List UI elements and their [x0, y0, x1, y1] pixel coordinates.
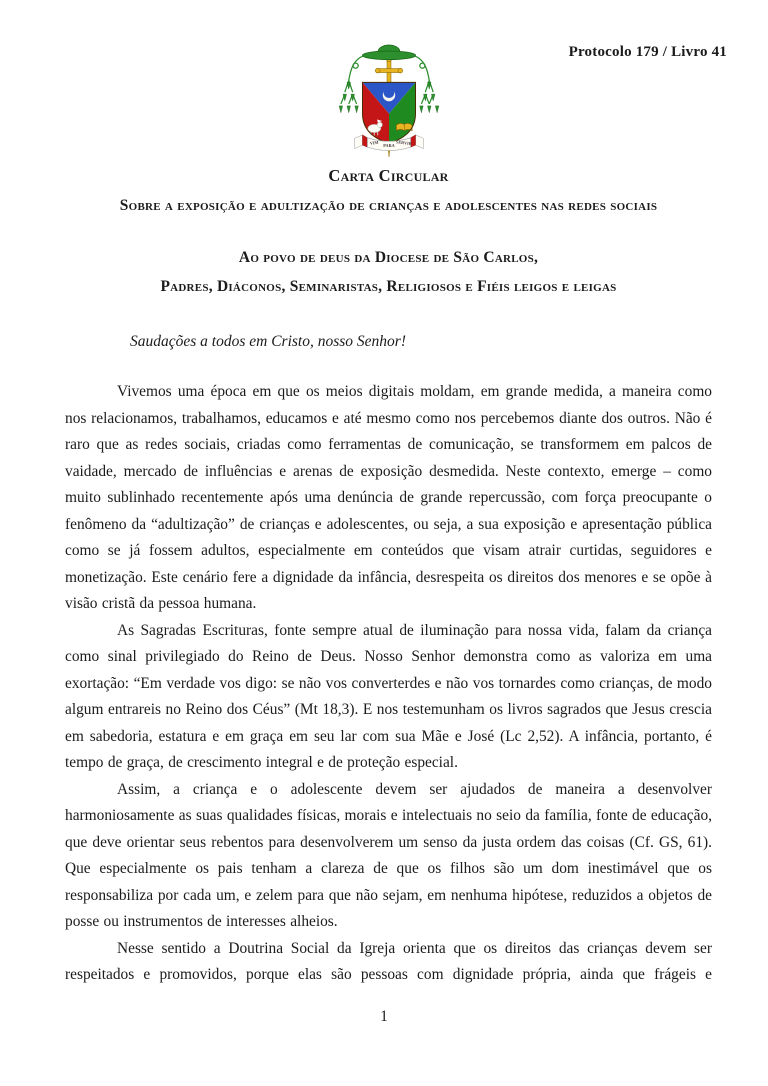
shield [362, 82, 415, 143]
page-number: 1 [380, 1008, 388, 1025]
paragraph: Assim, a criança e o adolescente devem ser ajudados de maneira a desenvolver harmoniosamente as suas qualidades físicas, morais e intelectuais no seio da família, fonte de educação, que deve orientar seus rebentos para desenvolverem um senso da justa ordem das coisas (Cf. GS, 61). Que especialmente os pais tenham a clareza de que os filhos são um dom inestimável que os responsabiliza por cada um, e zelem para que não sejam, em nenhuma hipótese, reduzidos a objetos de posse ou instrumentos de interesses alheios. [65, 780, 712, 930]
motto-word: SERVIR [395, 139, 412, 147]
paragraph: Nesse sentido a Doutrina Social da Igreja orienta que os direitos das crianças devem ser respeitados e promovidos, porque elas são pessoas com dignidade própria, ainda que frágeis e [65, 939, 712, 983]
motto-word: PARA [382, 143, 395, 149]
protocol-label: Protocolo 179 / Livro 41 [568, 44, 727, 60]
greeting-line: Saudações a todos em Cristo, nosso Senhor! [130, 333, 406, 350]
paragraph: Vivemos uma época em que os meios digitais moldam, em grande medida, a maneira como nos relacionamos, trabalhamos, educamos e até mesmo como nos percebemos diante dos outros. Não é raro que as redes sociais, criadas como ferramentas de comunicação, se transformem em palcos de vaidade, mercado de influências e arenas de exposição desmedida. Neste contexto, emerge – como muito sublinhado recentemente após uma denúncia de grande repercussão, com força preocupante o fenômeno da “adultização” de crianças e adolescentes, ou seja, a sua exposição e apresentação pública como se já fossem adultos, especialmente em conteúdos que visam atrair curtidas, seguidores e monetização. Este cenário fere a dignidade da infância, desrespeita os direitos dos menores e se opõe à visão cristã da pessoa humana. [65, 383, 712, 612]
galero-hat-icon [362, 45, 415, 60]
coat-of-arms-image [335, 42, 443, 160]
letter-body [65, 379, 712, 989]
motto-word: VIM [368, 139, 379, 146]
book-icon [396, 123, 412, 130]
document-title: Carta Circular [328, 166, 449, 185]
document-subtitle: Sobre a exposição e adultização de crianças e adolescentes nas redes sociais [119, 197, 658, 214]
paragraph: As Sagradas Escrituras, fonte sempre atual de iluminação para nossa vida, falam da criança como sinal privilegiado do Reino de Deus. Nosso Senhor demonstra como as valoriza em uma exortação: “Em verdade vos digo: se não vos converterdes e não vos tornardes como crianças, de modo algum entrareis no Reino dos Céus” (Mt 18,3). E nos testemunham os livros sagrados que Jesus crescia em sabedoria, estatura e em graça em seu lar com sua Mãe e José (Lc 2,52). A infância, portanto, é tempo de graça, de crescimento integral e de proteção especial. [65, 621, 712, 771]
addressee-line-2: Padres, Diáconos, Seminaristas, Religiosos e Fiéis leigos e leigas [160, 278, 617, 295]
addressee-line-1: Ao povo de deus da Diocese de São Carlos, [238, 249, 539, 266]
